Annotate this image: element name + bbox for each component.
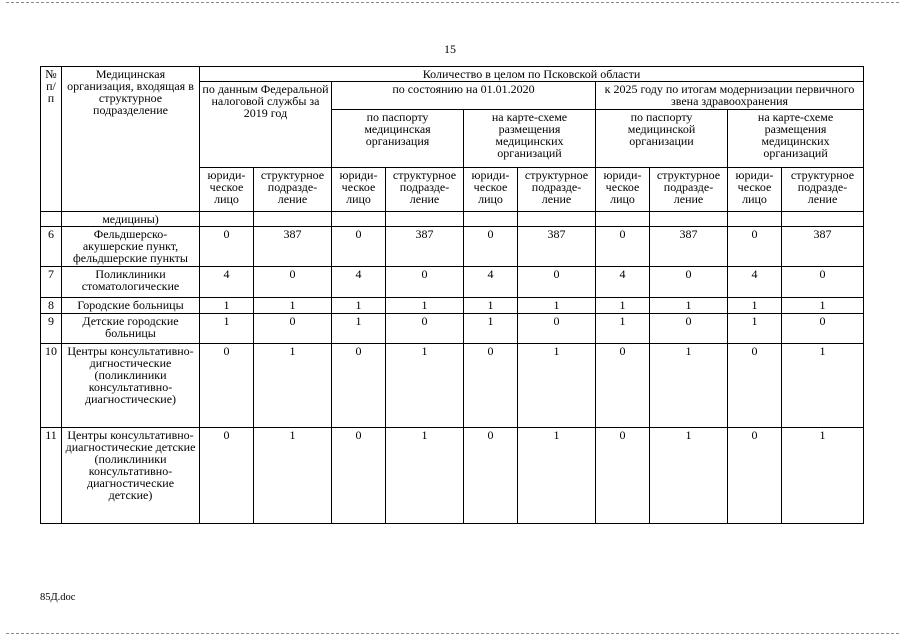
cell: 4 xyxy=(728,267,782,298)
cell: 4 xyxy=(596,267,650,298)
footer-filename: 85Д.doc xyxy=(40,592,76,603)
cell: 0 xyxy=(728,227,782,267)
bottom-scan-edge xyxy=(6,633,899,634)
cell: 0 xyxy=(200,227,254,267)
cell: 1 xyxy=(596,298,650,314)
cell: 1 xyxy=(650,428,728,524)
cell: 1 xyxy=(782,298,864,314)
cell: 0 xyxy=(518,267,596,298)
cell: 1 xyxy=(650,298,728,314)
cell: 1 xyxy=(518,298,596,314)
table-row xyxy=(41,314,864,344)
cell: 0 xyxy=(200,428,254,524)
cell: 387 xyxy=(254,227,332,267)
header-legal-entity: юриди-ческое лицо xyxy=(200,168,254,212)
table-row xyxy=(41,344,864,428)
header-organization: Медицинская организация, входящая в структурное подразделение xyxy=(62,67,200,212)
cell: 0 xyxy=(386,267,464,298)
row-number: 8 xyxy=(41,298,62,314)
cell: 1 xyxy=(650,344,728,428)
table-row xyxy=(41,267,864,298)
cell: 1 xyxy=(254,344,332,428)
header-number: № п/п xyxy=(41,67,62,212)
cell: 0 xyxy=(386,314,464,344)
cell: 1 xyxy=(200,314,254,344)
cell: 1 xyxy=(782,344,864,428)
cell: 387 xyxy=(782,227,864,267)
header-passport-2020: по паспорту медицинская организация xyxy=(332,110,464,168)
cell: 4 xyxy=(200,267,254,298)
cell: 0 xyxy=(782,267,864,298)
cell: 0 xyxy=(596,344,650,428)
cell: 0 xyxy=(464,428,518,524)
cell: 0 xyxy=(332,428,386,524)
row-number: 6 xyxy=(41,227,62,267)
cell: 0 xyxy=(728,344,782,428)
cell: 0 xyxy=(650,314,728,344)
page-number: 15 xyxy=(444,42,456,56)
row-name: Городские больницы xyxy=(62,298,200,314)
header-legal-entity: юриди-ческое лицо xyxy=(728,168,782,212)
table-row xyxy=(41,428,864,524)
cell: 1 xyxy=(254,428,332,524)
header-fns-2019: по данным Федеральной налоговой службы за 2019 год xyxy=(200,82,332,168)
cell: 1 xyxy=(518,428,596,524)
cell: 0 xyxy=(464,227,518,267)
cell: 0 xyxy=(332,344,386,428)
cell: 0 xyxy=(596,227,650,267)
row-name: Поликлиники стоматологические xyxy=(62,267,200,298)
cell: 0 xyxy=(596,428,650,524)
header-structural-unit: структурное подразде-ление xyxy=(254,168,332,212)
cell: 387 xyxy=(650,227,728,267)
continuation-text: медицины) xyxy=(62,212,200,227)
header-passport-2025: по паспорту медицинской организации xyxy=(596,110,728,168)
header-structural-unit: структурное подразде-ление xyxy=(782,168,864,212)
cell: 0 xyxy=(464,344,518,428)
top-scan-edge xyxy=(6,2,899,3)
data-table xyxy=(40,66,864,524)
header-legal-entity: юриди-ческое лицо xyxy=(464,168,518,212)
cell: 1 xyxy=(464,314,518,344)
row-name: Детские городские больницы xyxy=(62,314,200,344)
row-number: 7 xyxy=(41,267,62,298)
header-total: Количество в целом по Псковской области xyxy=(200,67,864,82)
cell: 4 xyxy=(332,267,386,298)
cell: 1 xyxy=(782,428,864,524)
cell: 1 xyxy=(728,298,782,314)
cell: 4 xyxy=(464,267,518,298)
row-number: 9 xyxy=(41,314,62,344)
header-legal-entity: юриди-ческое лицо xyxy=(332,168,386,212)
header-state-2020: по состоянию на 01.01.2020 xyxy=(332,82,596,110)
header-legal-entity: юриди-ческое лицо xyxy=(596,168,650,212)
header-structural-unit: структурное подразде-ление xyxy=(386,168,464,212)
header-structural-unit: структурное подразде-ление xyxy=(650,168,728,212)
cell: 0 xyxy=(332,227,386,267)
row-number: 11 xyxy=(41,428,62,524)
cell: 0 xyxy=(254,267,332,298)
cell: 1 xyxy=(386,298,464,314)
cell: 1 xyxy=(386,428,464,524)
table-row xyxy=(41,298,864,314)
cell: 1 xyxy=(332,314,386,344)
cell: 1 xyxy=(464,298,518,314)
table-row xyxy=(41,227,864,267)
cell: 1 xyxy=(596,314,650,344)
cell: 0 xyxy=(518,314,596,344)
header-map-2025: на карте-схеме размещения медицинских организаций xyxy=(728,110,864,168)
cell: 0 xyxy=(200,344,254,428)
cell: 0 xyxy=(728,428,782,524)
row-name: Центры консультативно-дигностические (поликлиники консультативно-диагностические) xyxy=(62,344,200,428)
cell: 387 xyxy=(518,227,596,267)
row-name: Фельдшерско-акушерские пункт, фельдшерские пункты xyxy=(62,227,200,267)
cell: 0 xyxy=(782,314,864,344)
header-map-2020: на карте-схеме размещения медицинских организаций xyxy=(464,110,596,168)
row-name: Центры консультативно-диагностические детские (поликлиники консультативно-диагностические детские) xyxy=(62,428,200,524)
cell: 0 xyxy=(254,314,332,344)
header-structural-unit: структурное подразде-ление xyxy=(518,168,596,212)
header-plan-2025: к 2025 году по итогам модернизации первичного звена здравоохранения xyxy=(596,82,864,110)
cell: 0 xyxy=(650,267,728,298)
cell: 1 xyxy=(254,298,332,314)
row-number: 10 xyxy=(41,344,62,428)
cell: 387 xyxy=(386,227,464,267)
cell: 1 xyxy=(728,314,782,344)
cell: 1 xyxy=(200,298,254,314)
cell: 1 xyxy=(386,344,464,428)
cell: 1 xyxy=(518,344,596,428)
cell: 1 xyxy=(332,298,386,314)
